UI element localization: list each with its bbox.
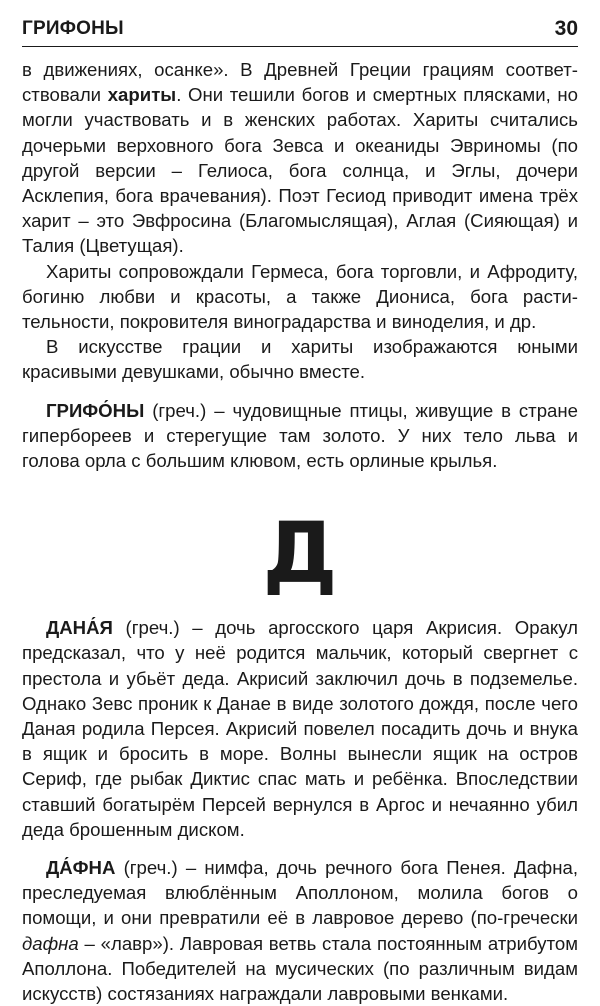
page-header — [22, 16, 578, 47]
entry-griffins: ГРИФО́НЫ (греч.) – чудовищные птицы, живущие в стране гипербореев и стерегущие там золото. У них тело льва и голова орла с большим клювом, есть орлиные крылья. — [22, 399, 578, 472]
entry-term: ДА́ФНА — [46, 857, 116, 879]
entry-daphne: ДА́ФНА (греч.) – нимфа, дочь речного бога Пенея. Дафна, преследуемая влюблённым Аполлоном, молила богов о помощи, и они превратили её в лавровое дерево (по-гречески дафна – «лавр»). Лавровая ветвь стала постоянным атрибутом Аполлона. Победителей на мусических (по различным видам искусств) состязаниях награждали лавровыми венками. — [22, 857, 578, 1005]
section-letter: Д — [262, 504, 338, 603]
paragraph-art: В искусстве грации и хариты изображаются юными красивыми девушками, обычно вместе. — [22, 336, 578, 383]
page-number: 30 — [554, 17, 578, 40]
term-charites: хариты — [107, 84, 177, 106]
running-title: ГРИФОНЫ — [22, 18, 124, 39]
paragraph-charites: в движениях, осанке». В Древней Греции грациям соответствовали хариты. Они тешили богов и смертных плясками, но могли участвовать и в женских работах. Хариты считались дочерьми верховного бога Зевса и океаниды Эвриномы (по другой версии – Гелиоса, бога солнца, и Эглы, дочери Асклепия, бога врачевания). Поэт Гесиод приводит имена трёх харит – это Эвфросина (Благомыслящая), Аглая (Сияющая) и Талия (Цветущая). — [22, 59, 578, 257]
paragraph-charites-escort: Хариты сопровождали Гермеса, бога торговли, и Афродиту, богиню любви и красоты, а также Диониса, бога растительности, покровителя виноградарства и виноделия, и др. — [22, 260, 578, 333]
italic-word: дафна — [22, 932, 79, 954]
entry-term: ДАНА́Я — [46, 617, 113, 639]
entry-term: ГРИФО́НЫ — [46, 399, 145, 421]
body-text — [22, 57, 578, 1006]
entry-danae: ДАНА́Я (греч.) – дочь аргосского царя Акрисия. Оракул предсказал, что у неё родится мальчик, который свергнет с престола и убьёт деда. Акрисий заключил дочь в подземелье. Однако Зевс проник к Данае в виде золотого дождя, после чего Даная родила Персея. Акрисий повелел посадить дочь и внука в ящик и бросить в море. Волны вынесли ящик на остров Сериф, где рыбак Диктис спас мать и ребёнка. Впоследствии ставший богатырём Персей вернулся в Аргос и нечаянно убил деда брошенным диском. — [22, 617, 578, 840]
